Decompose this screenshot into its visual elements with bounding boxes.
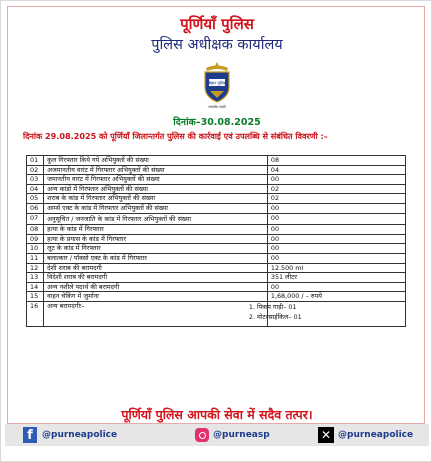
facebook-handle: @purneapolice [42, 430, 118, 440]
row-number: 12 [27, 263, 44, 273]
row-value [248, 301, 405, 326]
row-label: बलात्कार / पॉक्सो एक्ट के कांड में गिरफ्तार [44, 253, 268, 263]
row-number: 06 [27, 203, 44, 213]
footer-slogan: पूर्णियाँ पुलिस आपकी सेवा में सदैव तत्पर। [121, 407, 313, 422]
table-row [27, 165, 406, 175]
row-value: 02 [267, 184, 405, 194]
row-number: 02 [27, 165, 44, 175]
row-label: कुल गिरफ्तार किये गये अभियुक्तों की संख्या [44, 156, 268, 166]
row-label: अन्य नशीले पदार्थ की बरामदगी [44, 282, 268, 292]
row-label: अन्य बरामदगीः– [44, 301, 268, 326]
row-number: 03 [27, 175, 44, 185]
row-value: 00 [267, 244, 405, 254]
row-label: शराब के कांड में गिरफ्तार अभियुक्तों की संख्या [44, 194, 268, 204]
row-label: अजमानतीय वारंट में गिरफ्तार अभियुक्तों की संख्या [44, 165, 268, 175]
row-value: 00 [267, 282, 405, 292]
row-number: 05 [27, 194, 44, 204]
table-row [27, 156, 406, 166]
table-row [27, 244, 406, 254]
row-value: 1,68,000 / – रुपये [267, 292, 405, 302]
row-label: हत्या के कांड में गिरफ्तार [44, 225, 268, 235]
twitter-handle: @purneapolice [338, 430, 414, 440]
table-row [27, 175, 406, 185]
row-value: 00 [267, 253, 405, 263]
x-twitter-icon: ✕ [318, 427, 334, 443]
row-value: 12.500 ml [267, 263, 405, 273]
row-label: अनुसूचित / जनजाति के कांड में गिरफ्तार अभियुक्तों की संख्या [44, 213, 268, 225]
row-value: 00 [267, 175, 405, 185]
row-value: 00 [267, 234, 405, 244]
table-row [27, 225, 406, 235]
row-number: 08 [27, 225, 44, 235]
row-label: जमानतीय वारंट में गिरफ्तार अभियुक्तों की संख्या [44, 175, 268, 185]
row-number: 09 [27, 234, 44, 244]
row-label: अन्य कांडो में गिरफ्तार अभियुक्तों की संख्या [44, 184, 268, 194]
table-row [27, 234, 406, 244]
instagram-link[interactable] [195, 427, 270, 443]
row-value: 00 [267, 203, 405, 213]
row-number: 01 [27, 156, 44, 166]
row-value: 04 [267, 165, 405, 175]
emblem-text: बिहार पुलिस [207, 80, 227, 86]
row-value: 08 [267, 156, 405, 166]
report-date: दिनांक–30.08.2025 [173, 117, 261, 128]
twitter-link[interactable] [318, 427, 413, 443]
table-row [27, 194, 406, 204]
table-row [27, 184, 406, 194]
row-label: वाहन चेकिंग में जुर्माना [44, 292, 268, 302]
social-media-bar [5, 424, 429, 446]
row-value: 00 [267, 213, 405, 225]
row-value: 02 [267, 194, 405, 204]
statistics-table [26, 155, 406, 327]
table-row [27, 282, 406, 292]
row-label: देशी शराब की बरामदगी [44, 263, 268, 273]
row-number: 04 [27, 184, 44, 194]
row-label: लूट के कांड में गिरफ्तार [44, 244, 268, 254]
office-subtitle: पुलिस अधीक्षक कार्यालय [151, 37, 283, 53]
emblem-caption: सत्यमेव जयते [208, 105, 226, 109]
row-number: 11 [27, 253, 44, 263]
table-row [27, 203, 406, 213]
row-value: 00 [267, 225, 405, 235]
row-number: 15 [27, 292, 44, 302]
table-row [27, 253, 406, 263]
row-label: हत्या के प्रयास के कांड में गिरफ्तार [44, 234, 268, 244]
instagram-handle: @purneasp [213, 430, 270, 440]
row-number: 14 [27, 282, 44, 292]
row-number: 13 [27, 273, 44, 283]
statistics-table-body [27, 156, 406, 327]
row-label: आर्म्स एक्ट के कांड में गिरफ्तार अभियुक्तों की संख्या [44, 203, 268, 213]
bihar-police-emblem-icon [201, 61, 233, 105]
table-row [27, 273, 406, 283]
table-row [27, 263, 406, 273]
table-row [27, 213, 406, 225]
row-value: 351 लीटर [267, 273, 405, 283]
row-number: 16 [27, 301, 44, 326]
table-row [27, 292, 406, 302]
row-label: विदेशी शराब की बरामदगी [44, 273, 268, 283]
recovery-item-pickup: 1. पिकप गाड़ी– 01 [248, 302, 297, 311]
page-title: पूर्णियाँ पुलिस [180, 15, 254, 33]
summary-heading: दिनांक 29.08.2025 को पूर्णियाँ जिलान्तर्गत पुलिस की कार्रवाई एवं उपलब्धि से संबंधित विवरणी :– [23, 131, 328, 141]
facebook-icon: f [23, 427, 37, 443]
table-row-other-recovery [27, 301, 406, 326]
recovery-item-motorcycle: 2. मोटरसाईकिल– 01 [248, 312, 302, 321]
row-number: 10 [27, 244, 44, 254]
row-number: 07 [27, 213, 44, 225]
instagram-icon [195, 428, 209, 442]
facebook-link[interactable] [23, 427, 117, 443]
